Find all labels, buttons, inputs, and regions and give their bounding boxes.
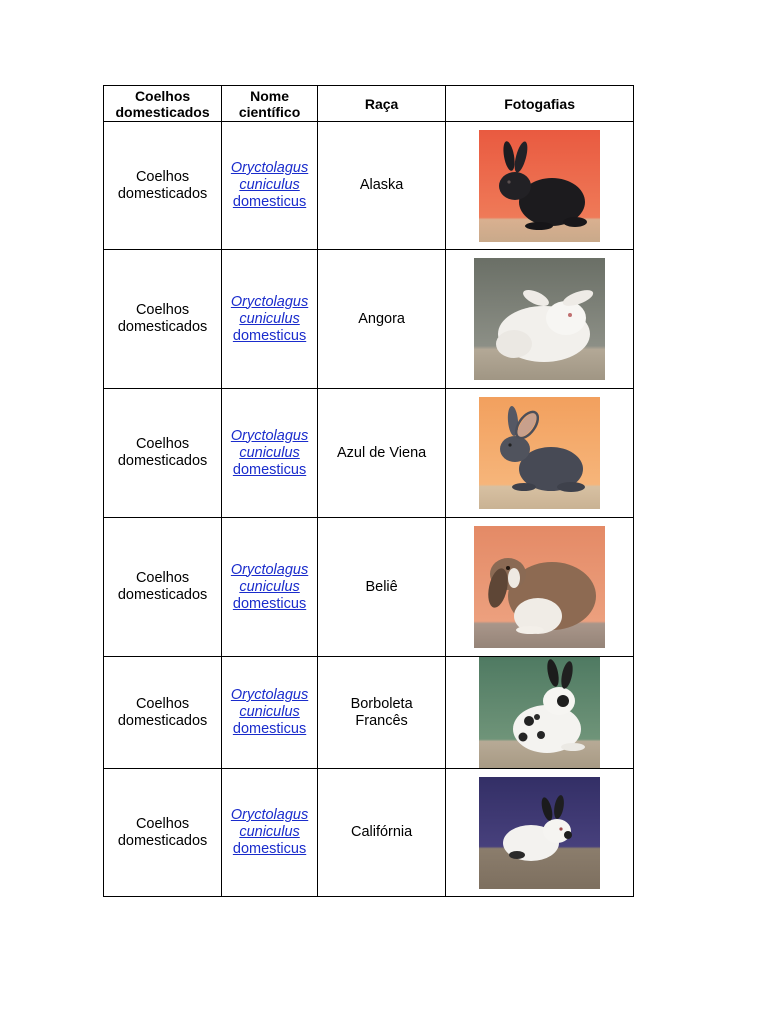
common-name-cell — [104, 657, 222, 769]
breed-name: Angora — [358, 310, 405, 327]
breed-name: Azul de Viena — [336, 444, 427, 461]
common-name-line1: Coelhos — [135, 436, 190, 452]
subspecies-text: domesticus — [232, 595, 307, 612]
common-name-line2: domesticados — [117, 832, 208, 849]
table-row — [104, 389, 634, 518]
genus-text: Oryctolagus — [230, 807, 309, 823]
rabbit-photo-borboleta-frances — [479, 657, 600, 768]
common-name-line2: domesticados — [117, 453, 208, 469]
rabbit-photo-alaska — [479, 130, 600, 242]
scientific-name-cell — [222, 389, 318, 518]
scientific-name-link[interactable] — [226, 807, 313, 858]
header-scientific-name-line2: científico — [238, 103, 301, 120]
genus-text: Oryctolagus — [230, 687, 309, 703]
header-breed-label: Raça — [364, 95, 399, 112]
common-name-cell — [104, 389, 222, 518]
photo-cell — [446, 389, 634, 518]
species-text: cuniculus — [239, 310, 300, 327]
subspecies-text: domesticus — [232, 194, 307, 210]
common-name-line2: domesticados — [117, 185, 208, 202]
header-photos — [446, 86, 634, 122]
species-text: cuniculus — [239, 704, 300, 720]
common-name-line1: Coelhos — [135, 570, 190, 586]
common-name-line1: Coelhos — [135, 695, 190, 712]
common-name-line1: Coelhos — [135, 302, 190, 318]
table-row — [104, 769, 634, 897]
table-row — [104, 122, 634, 250]
species-text: cuniculus — [239, 824, 300, 840]
scientific-name-cell — [222, 250, 318, 389]
common-name-cell — [104, 518, 222, 657]
common-name-cell — [104, 769, 222, 897]
scientific-name-link[interactable] — [226, 160, 313, 211]
genus-text: Oryctolagus — [230, 427, 309, 444]
scientific-name-cell — [222, 122, 318, 250]
breed-cell — [318, 122, 446, 250]
common-name-line2: domesticados — [117, 712, 208, 729]
common-name-line2: domesticados — [117, 587, 208, 603]
breed-cell — [318, 389, 446, 518]
rabbit-photo-california — [479, 777, 600, 889]
scientific-name-cell — [222, 518, 318, 657]
header-breed — [318, 86, 446, 122]
scientific-name-cell — [222, 657, 318, 769]
header-scientific-name — [222, 86, 318, 122]
breed-name: Alaska — [359, 177, 404, 193]
breed-name: Califórnia — [350, 824, 413, 840]
genus-text: Oryctolagus — [230, 160, 309, 176]
table-row — [104, 250, 634, 389]
header-photos-label: Fotogafias — [504, 95, 575, 112]
table-row — [104, 657, 634, 769]
table-row — [104, 518, 634, 657]
header-common-name-line1: Coelhos — [134, 87, 191, 104]
header-common-name-line2: domesticados — [115, 103, 210, 120]
scientific-name-link[interactable] — [226, 562, 313, 613]
subspecies-text: domesticus — [232, 841, 307, 857]
breed-name-line1: Borboleta — [350, 695, 413, 712]
breed-name: Beliê — [365, 578, 398, 595]
photo-cell — [446, 518, 634, 657]
breed-name-line2: Francês — [355, 712, 408, 729]
header-scientific-name-line1: Nome — [250, 87, 289, 104]
rabbit-photo-azul-de-viena — [479, 397, 600, 509]
breed-cell — [318, 518, 446, 657]
subspecies-text: domesticus — [232, 461, 307, 478]
common-name-cell — [104, 250, 222, 389]
genus-text: Oryctolagus — [230, 293, 309, 310]
header-row — [104, 86, 634, 122]
breed-cell — [318, 250, 446, 389]
scientific-name-link[interactable] — [226, 294, 313, 345]
species-text: cuniculus — [239, 578, 300, 595]
species-text: cuniculus — [239, 177, 300, 193]
header-common-name — [104, 86, 222, 122]
photo-cell — [446, 122, 634, 250]
common-name-line1: Coelhos — [135, 168, 190, 185]
breed-cell — [318, 769, 446, 897]
scientific-name-link[interactable] — [226, 428, 313, 479]
photo-cell — [446, 657, 634, 769]
photo-cell — [446, 769, 634, 897]
rabbit-photo-angora — [474, 258, 605, 380]
subspecies-text: domesticus — [232, 721, 307, 737]
scientific-name-cell — [222, 769, 318, 897]
photo-cell — [446, 250, 634, 389]
species-text: cuniculus — [239, 444, 300, 461]
subspecies-text: domesticus — [232, 327, 307, 344]
common-name-line2: domesticados — [117, 319, 208, 335]
common-name-cell — [104, 122, 222, 250]
rabbit-photo-belie — [474, 526, 605, 648]
scientific-name-link[interactable] — [226, 687, 313, 738]
common-name-line1: Coelhos — [135, 815, 190, 832]
rabbit-breeds-table — [103, 85, 634, 897]
genus-text: Oryctolagus — [230, 561, 309, 578]
breed-cell — [318, 657, 446, 769]
